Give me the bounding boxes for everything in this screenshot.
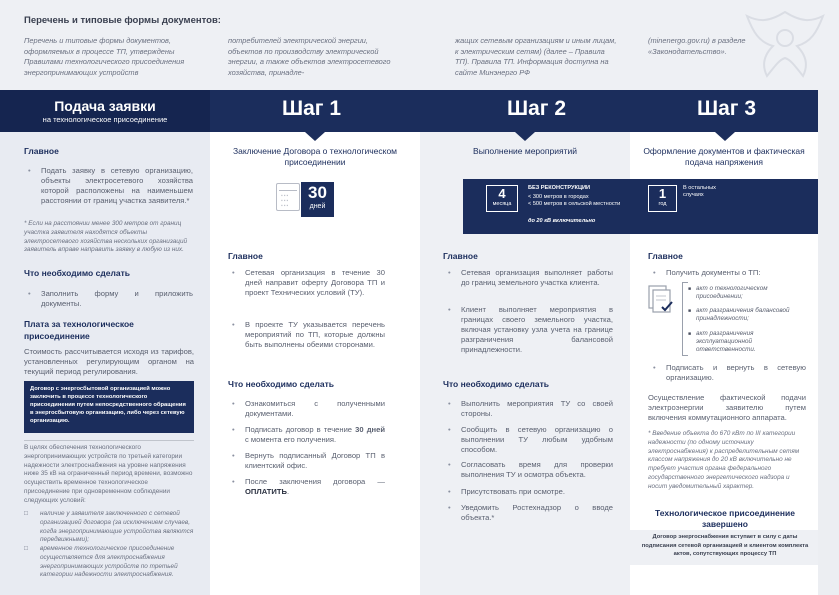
- col1-bullet-1: • Сетевая организация в течение 30 дней направит оферту Договора ТП и проект Технических условий (ТУ).: [245, 268, 385, 298]
- year-number: 1: [658, 186, 667, 201]
- step-3-pointer-icon: [715, 132, 735, 141]
- col0-temporary-text: В целях обеспечения технологического энергопринимающих устройств по третьей категории надежности электроснабжения на уровне напряжения ниже 35 кВ на ограниченный период времени, возможно осуществить временное технологическое присоединение при одновременном соблюдении следующих условий:: [24, 444, 193, 504]
- col2-bullet-1: • Сетевая организация выполняет работы до границ земельного участка клиента.: [461, 268, 613, 288]
- col0-fee-heading: Плата за технологическое присоединение: [24, 319, 134, 341]
- completion-heading: Технологическое присоединение завершено: [655, 508, 795, 529]
- year-badge: [648, 185, 677, 212]
- doc-item-1: ■ акт о технологическом присоединении;: [696, 285, 806, 301]
- energy-sales-note: Договор с энергосбытовой организацией можно заключить в процессе технологического присоединения путем непосредственного обращения в энергосбытовую организацию, либо через сетевую организацию.: [24, 381, 194, 433]
- documents-title: Перечень и типовые формы документов:: [24, 15, 221, 26]
- col0-main-heading: Главное: [24, 146, 59, 156]
- col1-main-heading: Главное: [228, 251, 263, 261]
- right-margin-strip: [818, 90, 839, 595]
- completion-text: Договор энергоснабжения вступает в силу с даты подписания сетевой организацией и клиентом комплекта актов, сопутствующих процессу ТП: [641, 534, 809, 557]
- col0-condition-1-marker: □: [24, 510, 28, 517]
- year-label: год: [658, 201, 667, 207]
- no-reconstruction-line-2: < 500 метров в сельской местности: [528, 201, 621, 207]
- col1-todo-2: [245, 425, 385, 445]
- col1-todo-4-c: .: [287, 487, 290, 496]
- col0-main-bullet: • Подать заявку в сетевую организацию, объекты электросетевого хозяйства которой расположены на наименьшем расстоянии от границ участка заявителя.*: [41, 166, 193, 206]
- col3-bullet-2: • Подписать и вернуть в сетевую организацию.: [666, 363, 806, 383]
- col0-condition-2-marker: □: [24, 545, 28, 552]
- col1-todo-heading: Что необходимо сделать: [228, 379, 334, 389]
- step-3-label: Шаг 3: [697, 97, 757, 120]
- col2-todo-4: • Присутствовать при осмотре.: [461, 487, 613, 497]
- emblem-watermark-icon: [739, 2, 831, 88]
- col2-todo-1: • Выполнить мероприятия ТУ со своей стороны.: [461, 399, 613, 419]
- months-label: месяца: [492, 201, 512, 207]
- col0-condition-1: наличие у заявителя заключенного с сетевой организацией договора (за исключением случаев, когда энергопринимающие устройства являются передвижными);: [40, 510, 194, 544]
- col0-footnote: * Если на расстоянии менее 300 метров от границ участка заявителя находятся объекты электросетевого хозяйства нескольких организаций заявитель вправе направить заявку в любую из них.: [24, 220, 188, 254]
- col1-todo-3: • Вернуть подписанный Договор ТП в клиентский офис.: [245, 451, 385, 471]
- doc-item-3: ■ акт разграничения эксплуатационной ответственности.: [696, 330, 806, 354]
- no-reconstruction-title: БЕЗ РЕКОНСТРУКЦИИ: [528, 185, 591, 191]
- documents-col-4: (minenergo.gov.ru) в разделе «Законодательство».: [648, 36, 746, 56]
- days-badge: [301, 182, 334, 217]
- col3-main-heading: Главное: [648, 251, 683, 261]
- application-subtitle: на технологическое присоединение: [42, 115, 168, 124]
- documents-col-1: Перечень и типовые формы документов, оформляемых в процессе ТП, утверждены Правилами технологического присоединения энергопринимающих устройств: [24, 36, 185, 77]
- col2-todo-3: • Согласовать время для проверки выполнения ТУ и осмотра объекта.: [461, 460, 613, 480]
- months-badge: [486, 185, 518, 212]
- documents-check-icon: [648, 285, 674, 315]
- other-cases-text: В остальных случаях: [683, 185, 716, 199]
- no-reconstruction-line-3: до 20 кВ включительно: [528, 218, 596, 224]
- col3-footnote: * Введение объекта до 670 кВт по III категории надежности (по одному источнику электроснабжения) к распределительным сетям классом напряжения до 20 кВ включительно не требует участия органа федерального государственного энергетического надзора и носит уведомительный характер.: [648, 430, 800, 490]
- documents-col-2: потребителей электрической энергии, объектов по производству электрической энергии, а также объектов электросетевого хозяйства, принадле-: [228, 36, 391, 77]
- application-title: Подача заявки: [54, 98, 156, 114]
- step-1-header: Заключение Договора о технологическом присоединении: [232, 146, 398, 167]
- calendar-icon: ▪▪▪ ▪▪▪ ▪▪▪: [276, 183, 300, 211]
- col0-fee-text: Стоимость рассчитывается исходя из тарифов, установленных регулирующим органом на текущий период регулирования.: [24, 347, 194, 376]
- doc-item-2: ■ акт разграничения балансовой принадлежности;: [696, 307, 806, 323]
- step-1-pointer-icon: [305, 132, 325, 141]
- col3-bullet-1: • Получить документы о ТП:: [666, 268, 806, 278]
- step-3-header: Оформление документов и фактическая подача напряжения: [643, 146, 805, 167]
- months-number: 4: [498, 186, 506, 201]
- col0-condition-2: временное технологическое присоединение осуществляется для электроснабжения энергопринимающих устройств по третьей категории надежности электроснабжения.: [40, 545, 178, 579]
- col0-todo-heading: Что необходимо сделать: [24, 268, 130, 278]
- col1-todo-2-c: с момента его получения.: [245, 435, 337, 444]
- col1-todo-2-b: 30 дней: [355, 425, 385, 434]
- col2-todo-heading: Что необходимо сделать: [443, 379, 549, 389]
- col0-divider: [24, 440, 194, 441]
- step-2-pointer-icon: [515, 132, 535, 141]
- col3-supply-text: Осуществление фактической подачи электроэнергии заявителю путем включения коммутационного аппарата.: [648, 393, 806, 422]
- col1-todo-4: [245, 477, 385, 497]
- col1-todo-2-a: Подписать договор в течение: [245, 425, 356, 434]
- step-2-header: Выполнение мероприятий: [473, 146, 577, 156]
- col1-todo-4-b: ОПЛАТИТЬ: [245, 487, 287, 496]
- days-number: 30: [308, 183, 327, 202]
- days-label: дней: [309, 203, 326, 210]
- step-1-label: Шаг 1: [282, 97, 342, 120]
- col2-todo-5: • Уведомить Ростехнадзор о вводе объекта.*: [461, 503, 613, 523]
- col1-todo-4-a: После заключения договора —: [245, 477, 385, 486]
- documents-col-3: жащих сетевым организациям и иным лицам, к электрическим сетям) (далее – Правила ТП). Правила ТП. Информация доступна на сайте Минэнерго РФ: [455, 36, 617, 77]
- col2-bullet-2: • Клиент выполняет мероприятия в границах своего земельного участка, включая установку узла учета на границе разграничения балансовой принадлежности.: [461, 305, 613, 355]
- col2-todo-2: • Сообщить в сетевую организацию о выполнении ТУ любым удобным способом.: [461, 425, 613, 455]
- step-2-label: Шаг 2: [507, 97, 567, 120]
- col0-todo-bullet: • Заполнить форму и приложить документы.: [41, 289, 193, 309]
- col2-main-heading: Главное: [443, 251, 478, 261]
- documents-bracket: [682, 282, 688, 356]
- no-reconstruction-line-1: < 300 метров в городах: [528, 194, 589, 200]
- col1-bullet-2: • В проекте ТУ указывается перечень мероприятий по ТП, которые должны быть выполнены обеими сторонами.: [245, 320, 385, 350]
- col1-todo-1: • Ознакомиться с полученными документами.: [245, 399, 385, 419]
